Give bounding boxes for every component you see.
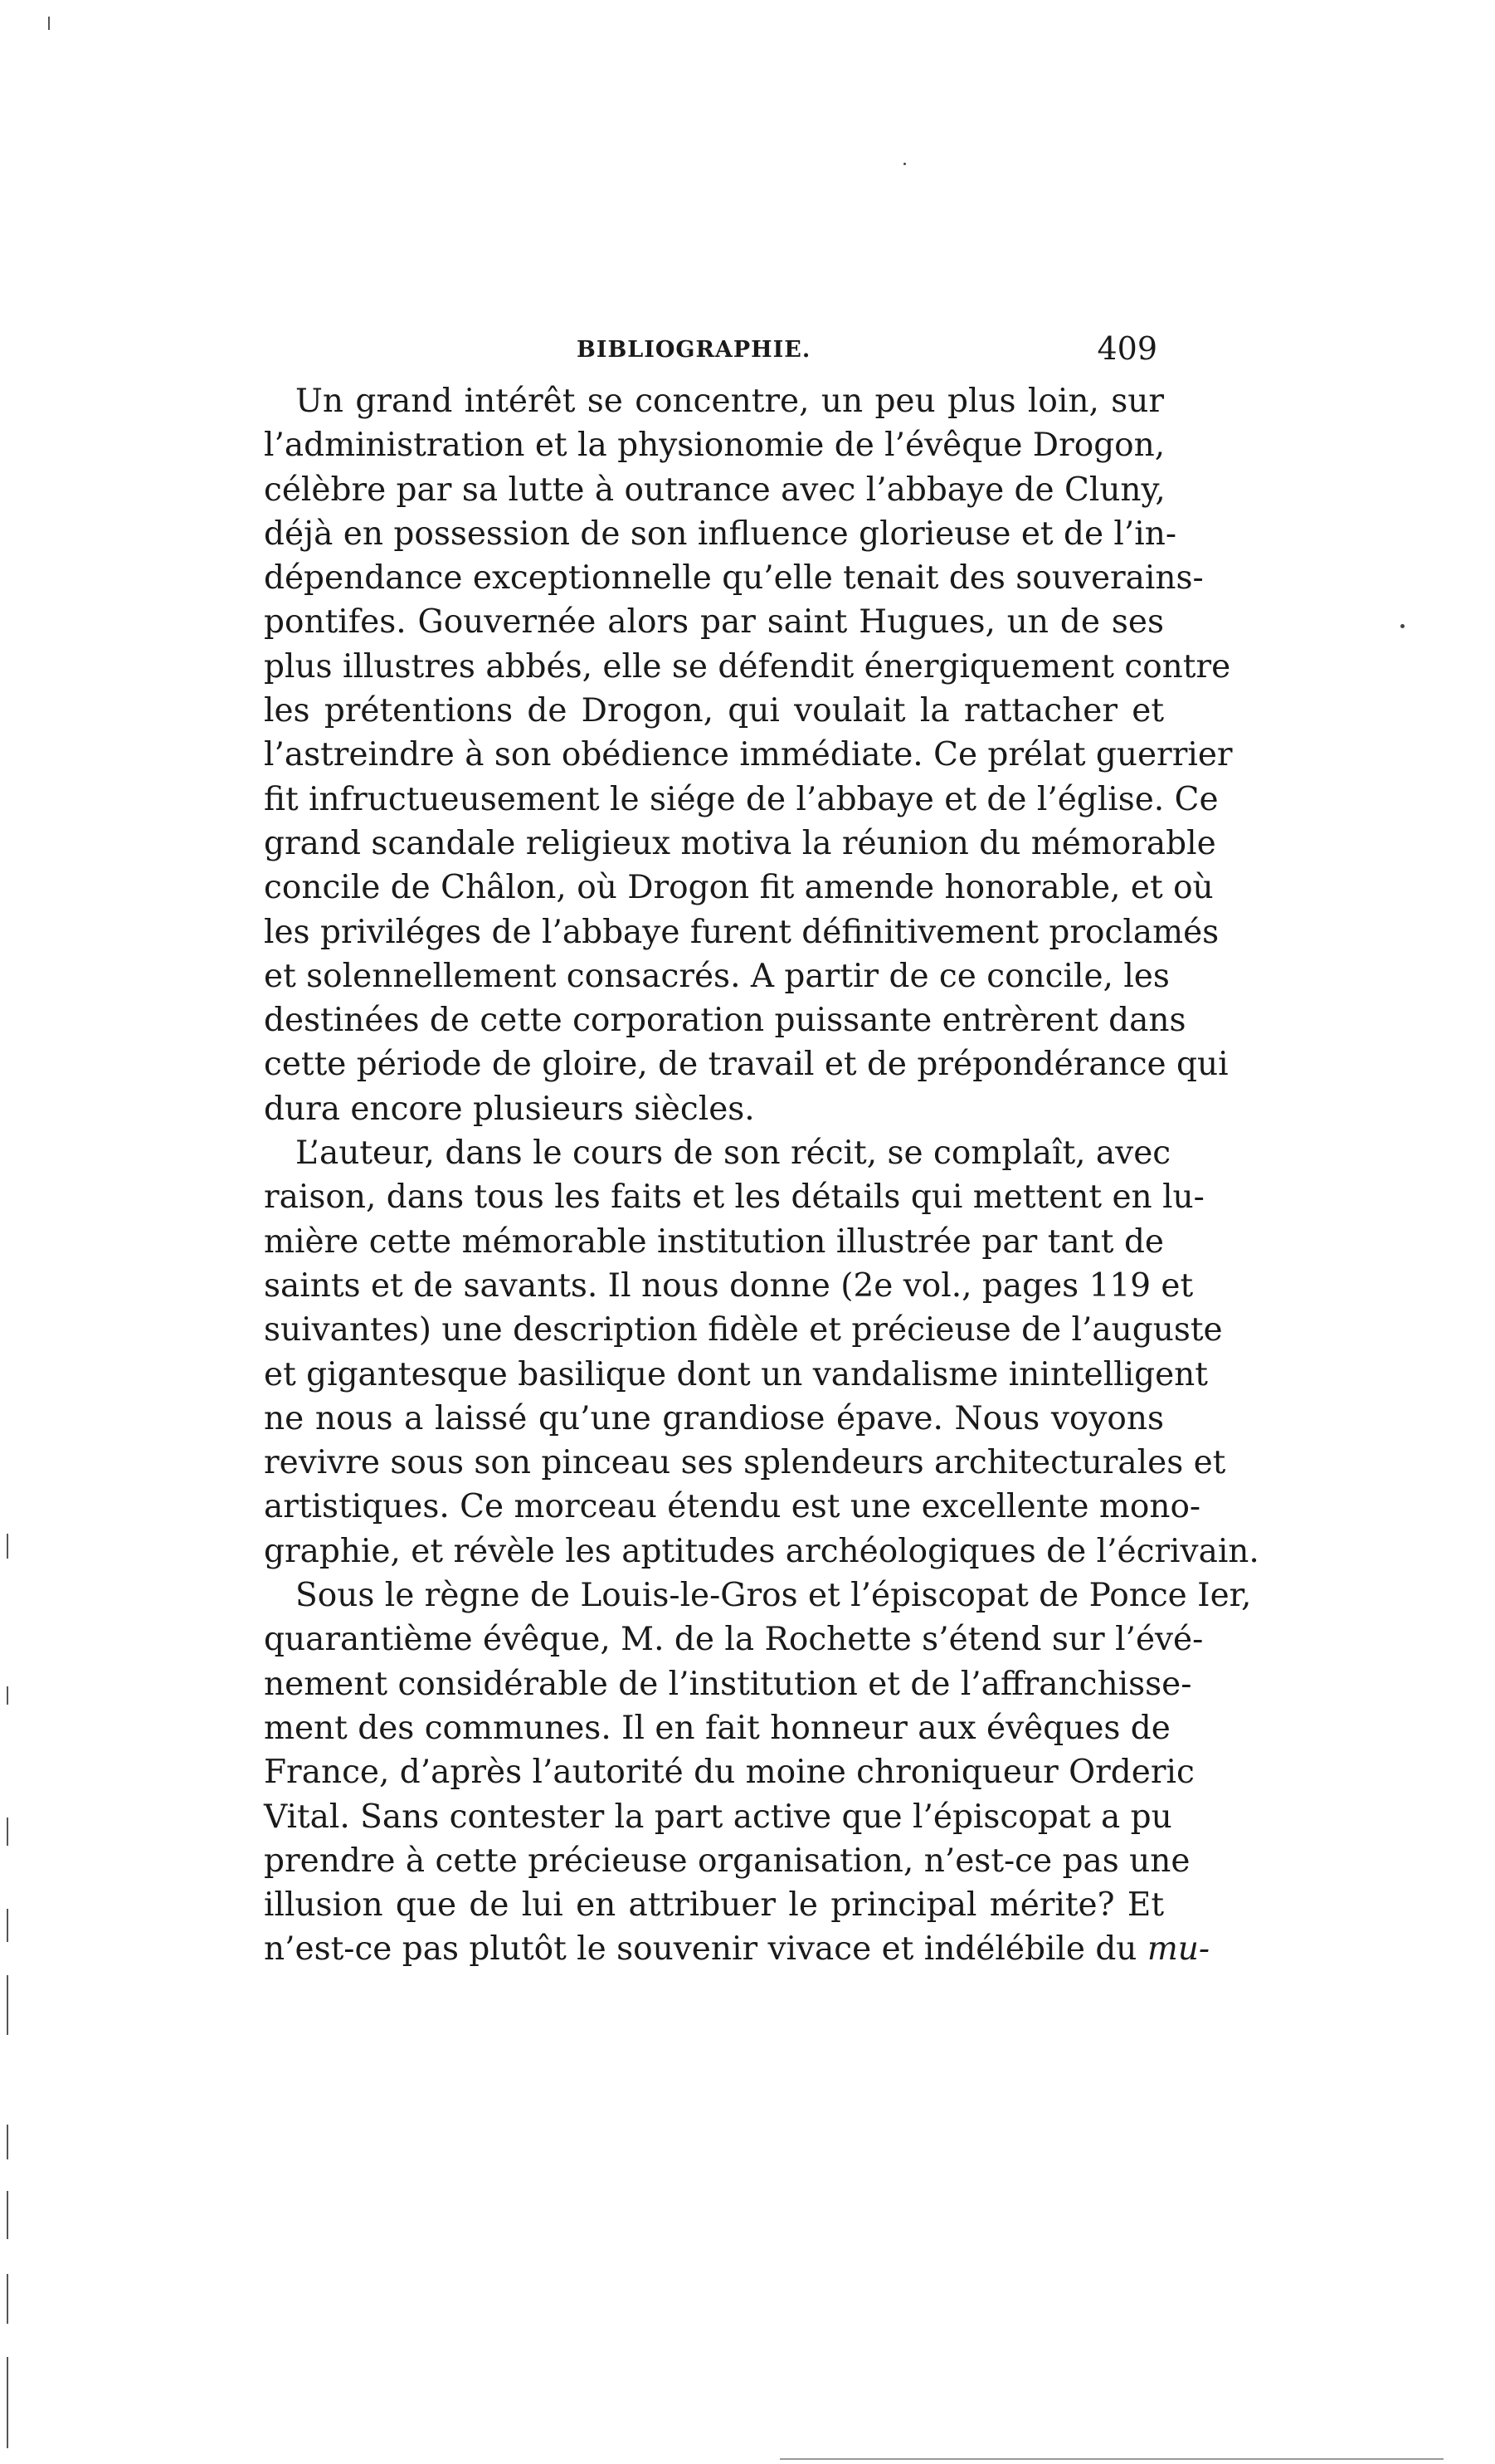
text-line: les priviléges de l’abbaye furent définitivement proclamés: [264, 913, 1220, 951]
text-line: les prétentions de Drogon, qui voulait la rattacher et: [264, 692, 1164, 730]
text-line: ment des communes. Il en fait honneur aux évêques de: [264, 1709, 1171, 1747]
text-line: ne nous a laissé qu’une grandiose épave. Nous voyons: [264, 1399, 1164, 1437]
margin-tick-mark: [7, 2125, 8, 2159]
margin-tick-mark: [7, 1686, 8, 1705]
margin-speck: [1400, 624, 1405, 628]
text-line: mière cette mémorable institution illustrée par tant de: [264, 1222, 1164, 1261]
text-line: l’astreindre à son obédience immédiate. Ce prélat guerrier: [264, 736, 1233, 774]
text-line: et gigantesque basilique dont un vandalisme inintelligent: [264, 1355, 1208, 1393]
text-line: illusion que de lui en attribuer le principal mérite? Et: [264, 1886, 1164, 1925]
text-line: cette période de gloire, de travail et de prépondérance qui: [264, 1046, 1229, 1084]
italic-hyphenated-word: mu-: [1147, 1930, 1210, 1969]
text-line: destinées de cette corporation puissante entrèrent dans: [264, 1002, 1186, 1040]
page-number: 409: [1097, 330, 1157, 367]
text-line: pontifes. Gouvernée alors par saint Hugues, un de ses: [264, 603, 1164, 642]
running-title: BIBLIOGRAPHIE.: [577, 337, 811, 363]
text-line: Un grand intérêt se concentre, un peu plus loin, sur: [295, 383, 1164, 420]
margin-tick-mark: [7, 1909, 8, 1942]
text-line: déjà en possession de son influence glorieuse et de l’in-: [264, 515, 1177, 553]
body-text: [264, 379, 1259, 1972]
margin-tick-mark: [7, 1975, 8, 2035]
text-line: artistiques. Ce morceau étendu est une excellente mono-: [264, 1488, 1201, 1526]
margin-tick-mark: [7, 1534, 8, 1559]
text-line: célèbre par sa lutte à outrance avec l’abbaye de Cluny,: [264, 471, 1166, 509]
text-line: France, d’après l’autorité du moine chroniqueur Orderic: [264, 1754, 1195, 1792]
margin-tick-mark: [7, 2191, 8, 2239]
text-line: revivre sous son pinceau ses splendeurs architecturales et: [264, 1444, 1226, 1482]
margin-tick-mark: [48, 17, 50, 30]
text-line: Vital. Sans contester la part active que l’épiscopat a pu: [264, 1798, 1172, 1836]
text-line: prendre à cette précieuse organisation, n’est-ce pas une: [264, 1842, 1191, 1880]
running-head: [274, 330, 1157, 380]
text-line: raison, dans tous les faits et les détails qui mettent en lu-: [264, 1178, 1205, 1217]
margin-tick-mark: [7, 2274, 8, 2324]
text-line: dura encore plusieurs siècles.: [264, 1090, 755, 1128]
text-line: graphie, et révèle les aptitudes archéologiques de l’écrivain.: [264, 1532, 1259, 1570]
text-line: grand scandale religieux motiva la réunion du mémorable: [264, 824, 1216, 862]
margin-tick-mark: [7, 1818, 8, 1846]
text-line: suivantes) une description fidèle et précieuse de l’auguste: [264, 1311, 1223, 1349]
text-line-final-main: n’est-ce pas plutôt le souvenir vivace et indélébile du: [264, 1930, 1137, 1969]
text-line: l’administration et la physionomie de l’évêque Drogon,: [264, 427, 1166, 465]
text-line: concile de Châlon, où Drogon fit amende honorable, et où: [264, 869, 1214, 907]
text-line: L’auteur, dans le cours de son récit, se complaît, avec: [295, 1134, 1171, 1173]
text-line-final: [264, 1927, 1210, 1971]
text-line: quarantième évêque, M. de la Rochette s’étend sur l’évé-: [264, 1621, 1204, 1659]
text-line: saints et de savants. Il nous donne (2e vol., pages 119 et: [264, 1266, 1194, 1305]
text-line: et solennellement consacrés. A partir de ce concile, les: [264, 957, 1170, 995]
margin-speck: [903, 163, 906, 165]
text-line: fit infructueusement le siége de l’abbaye et de l’église. Ce: [264, 780, 1219, 818]
text-line: nement considérable de l’institution et de l’affranchisse-: [264, 1665, 1192, 1703]
text-line: plus illustres abbés, elle se défendit énergiquement contre: [264, 647, 1231, 686]
bottom-edge-rule: [780, 2458, 1444, 2460]
text-line: Sous le règne de Louis-le-Gros et l’épiscopat de Ponce Ier,: [295, 1577, 1252, 1615]
text-line: dépendance exceptionnelle qu’elle tenait des souverains-: [264, 559, 1204, 598]
margin-tick-mark: [7, 2357, 8, 2448]
